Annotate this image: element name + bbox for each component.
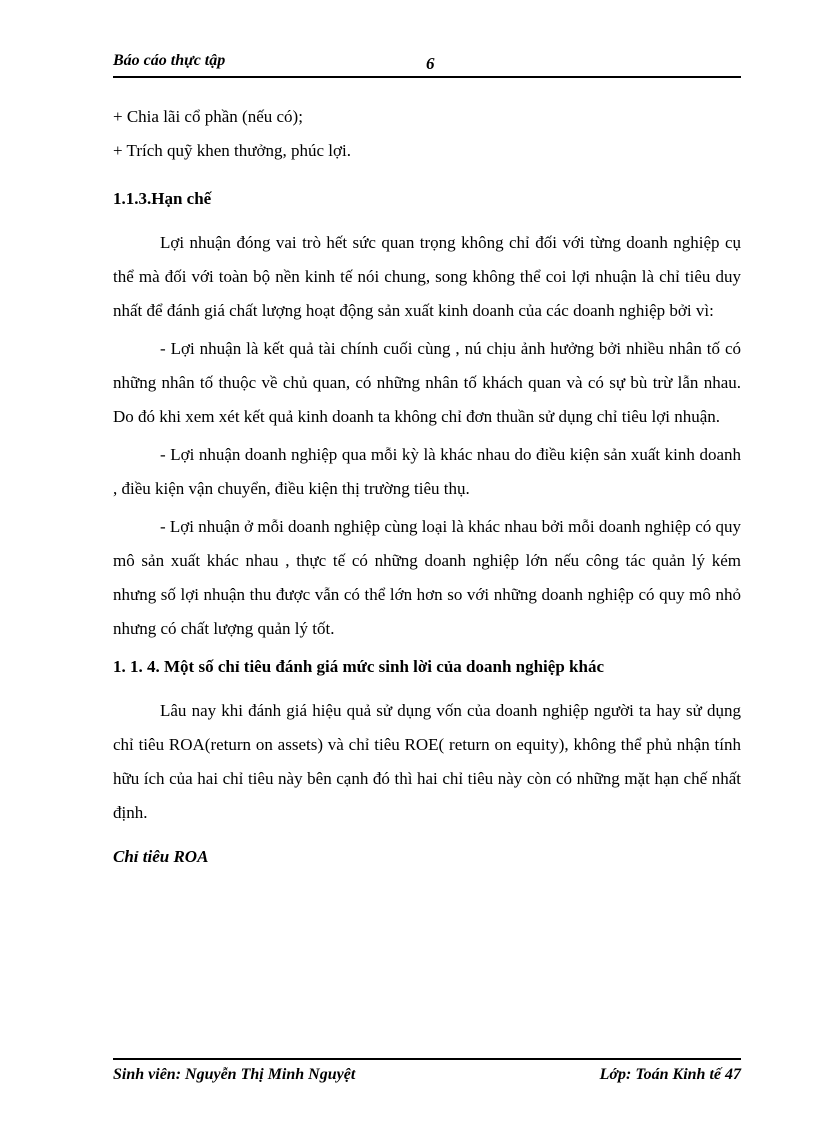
paragraph-period-profit: - Lợi nhuận doanh nghiệp qua mỗi kỳ là khác nhau do điều kiện sản xuất kinh doanh , điều kiện vận chuyển, điều kiện thị trường tiêu thụ. — [113, 445, 741, 498]
page-number: 6 — [426, 54, 435, 73]
list-item-dividend: + Chia lãi cổ phần (nếu có); — [113, 107, 303, 126]
section-heading-1-1-4: 1. 1. 4. Một số chỉ tiêu đánh giá mức sinh lời của doanh nghiệp khác — [113, 657, 604, 676]
section-heading-1-1-3: 1.1.3.Hạn chế — [113, 189, 212, 208]
student-name: Sinh viên: Nguyễn Thị Minh Nguyệt — [113, 1066, 356, 1083]
report-title: Báo cáo thực tập — [113, 52, 226, 69]
paragraph-financial-result: - Lợi nhuận là kết quả tài chính cuối cùng , nú chịu ảnh hưởng bởi nhiều nhân tố có những nhân tố thuộc về chủ quan, có những nhân tố khách quan và có sự bù trừ lẫn nhau. Do đó khi xem xét kết quả kinh doanh ta không chỉ đơn thuần sử dụng chỉ tiêu lợi nhuận. — [113, 339, 741, 426]
page-header — [113, 52, 741, 78]
paragraph-roa-roe: Lâu nay khi đánh giá hiệu quả sử dụng vốn của doanh nghiệp người ta hay sử dụng chỉ tiêu ROA(return on assets) và chỉ tiêu ROE( return on equity), không thể phủ nhận tính hữu ích của hai chỉ tiêu này bên cạnh đó thì hai chỉ tiêu này còn có những mặt hạn chế nhất định. — [113, 701, 741, 822]
paragraph-profit-role: Lợi nhuận đóng vai trò hết sức quan trọng không chỉ đối với từng doanh nghiệp cụ thể mà đối với toàn bộ nền kinh tế nói chung, song không thể coi lợi nhuận là chỉ tiêu duy nhất để đánh giá chất lượng hoạt động sản xuất kinh doanh của các doanh nghiệp bởi vì: — [113, 233, 741, 320]
list-item-reward-fund: + Trích quỹ khen thưởng, phúc lợi. — [113, 141, 351, 160]
page-footer — [113, 1058, 741, 1090]
page-content — [113, 100, 741, 874]
roa-heading: Chỉ tiêu ROA — [113, 847, 209, 866]
class-name: Lớp: Toán Kinh tế 47 — [599, 1066, 741, 1083]
paragraph-same-type-profit: - Lợi nhuận ở mỗi doanh nghiệp cùng loại là khác nhau bởi mỗi doanh nghiệp có quy mô sản xuất khác nhau , thực tế có những doanh nghiệp lớn nếu công tác quản lý kém nhưng số lợi nhuận thu được vẫn có thể lớn hơn so với những doanh nghiệp có quy mô nhỏ nhưng có chất lượng quản lý tốt. — [113, 517, 741, 638]
